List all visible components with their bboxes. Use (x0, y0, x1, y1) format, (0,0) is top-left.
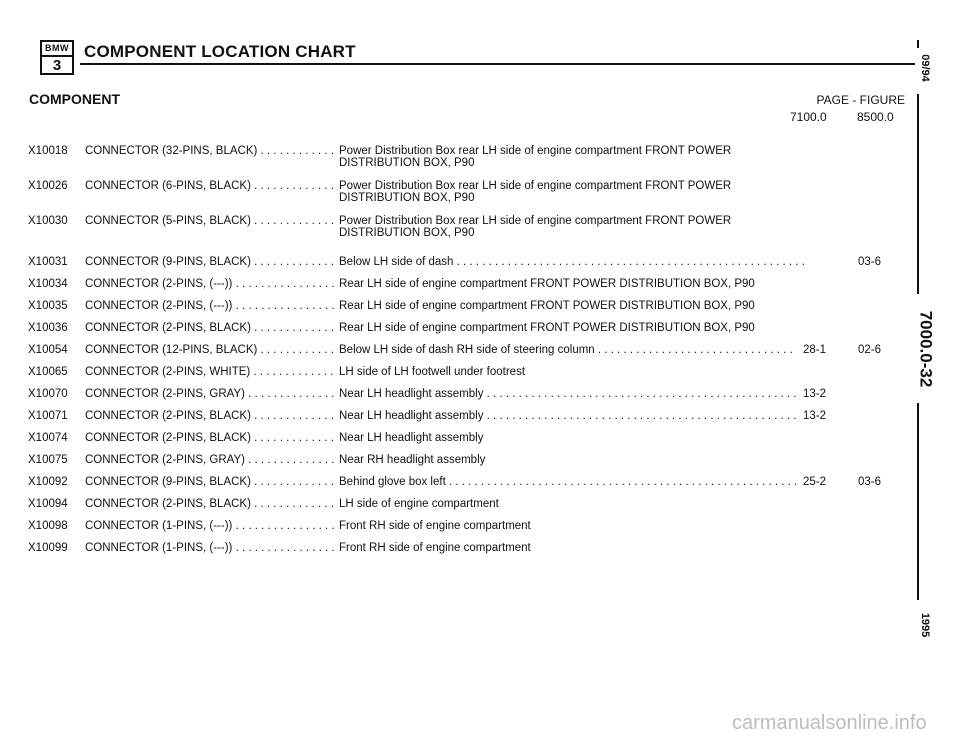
figure-ref: 03-6 (858, 256, 882, 268)
component-id: X10094 (28, 498, 68, 510)
watermark-text: carmanualsonline.info (732, 712, 927, 734)
component-id: X10035 (28, 300, 68, 312)
component-id: X10070 (28, 388, 68, 400)
component-name: CONNECTOR (9-PINS, BLACK) . . . (85, 476, 335, 488)
component-name: CONNECTOR (2-PINS, BLACK) . . . (85, 432, 335, 444)
page-header-value: 7100.0 (790, 110, 827, 124)
component-name: CONNECTOR (2-PINS, GRAY) . . . (85, 454, 335, 466)
component-name: CONNECTOR (1-PINS, (---)) . . . (85, 520, 335, 532)
component-location: Rear LH side of engine compartment FRONT POWER DISTRIBUTION BOX, P90 (339, 300, 784, 312)
page-ref: 25-2 (796, 476, 826, 488)
component-location: Power Distribution Box rear LH side of engine compartment FRONT POWER DISTRIBUTION BOX, P90 (339, 180, 784, 204)
component-location: Front RH side of engine compartment (339, 520, 784, 532)
component-id: X10099 (28, 542, 68, 554)
component-name: CONNECTOR (12-PINS, BLACK) . . . (85, 344, 335, 356)
component-id: X10075 (28, 454, 68, 466)
component-id: X10065 (28, 366, 68, 378)
figure-ref: 03-6 (858, 476, 882, 488)
side-rule (917, 94, 919, 294)
table-row (0, 180, 910, 210)
side-index-bar (905, 40, 945, 680)
component-name: CONNECTOR (2-PINS, BLACK) . . . (85, 410, 335, 422)
page-title: COMPONENT LOCATION CHART (84, 42, 356, 61)
component-location: Below LH side of dash . . . (339, 256, 809, 268)
component-column-header: COMPONENT (29, 91, 120, 107)
page-ref: 13-2 (796, 388, 826, 400)
title-rule (80, 63, 915, 65)
component-name: CONNECTOR (2-PINS, WHITE) . . . (85, 366, 335, 378)
figure-ref: 02-6 (858, 344, 882, 356)
figure-header-value: 8500.0 (857, 110, 894, 124)
component-location: Front RH side of engine compartment (339, 542, 784, 554)
page-figure-header: PAGE - FIGURE (816, 93, 905, 107)
component-location: Behind glove box left . . . (339, 476, 809, 488)
component-name: CONNECTOR (2-PINS, GRAY) . . . (85, 388, 335, 400)
component-id: X10092 (28, 476, 68, 488)
component-location: LH side of LH footwell under footrest (339, 366, 784, 378)
component-location: Near LH headlight assembly . . . (339, 388, 809, 400)
component-name: CONNECTOR (5-PINS, BLACK) . . . (85, 215, 335, 227)
component-location: Below LH side of dash RH side of steering column . . . (339, 344, 809, 356)
component-id: X10030 (28, 215, 68, 227)
component-id: X10036 (28, 322, 68, 334)
component-name: CONNECTOR (1-PINS, (---)) . . . (85, 542, 335, 554)
bmw-logo (40, 40, 74, 75)
component-location: Near LH headlight assembly (339, 432, 784, 444)
component-name: CONNECTOR (6-PINS, BLACK) . . . (85, 180, 335, 192)
component-id: X10031 (28, 256, 68, 268)
page-ref: 13-2 (796, 410, 826, 422)
component-id: X10098 (28, 520, 68, 532)
side-rule (917, 403, 919, 600)
side-page-code: 7000.0-32 (916, 310, 936, 388)
component-name: CONNECTOR (2-PINS, BLACK) . . . (85, 498, 335, 510)
page-ref: 28-1 (796, 344, 826, 356)
table-row (0, 215, 910, 245)
component-location: Rear LH side of engine compartment FRONT POWER DISTRIBUTION BOX, P90 (339, 278, 784, 290)
component-location: Near LH headlight assembly . . . (339, 410, 809, 422)
component-id: X10034 (28, 278, 68, 290)
component-name: CONNECTOR (32-PINS, BLACK) . . . (85, 145, 335, 157)
component-name: CONNECTOR (2-PINS, (---)) . . . (85, 300, 335, 312)
component-id: X10074 (28, 432, 68, 444)
component-location: Rear LH side of engine compartment FRONT POWER DISTRIBUTION BOX, P90 (339, 322, 784, 334)
table-row (0, 145, 910, 175)
component-location: Power Distribution Box rear LH side of engine compartment FRONT POWER DISTRIBUTION BOX, P90 (339, 145, 784, 169)
component-id: X10018 (28, 145, 68, 157)
component-id: X10026 (28, 180, 68, 192)
side-year-label: 1995 (918, 612, 931, 638)
component-id: X10054 (28, 344, 68, 356)
side-date-label: 09/94 (919, 54, 931, 82)
logo-brand-text: BMW (42, 42, 72, 57)
component-name: CONNECTOR (2-PINS, (---)) . . . (85, 278, 335, 290)
component-location: LH side of engine compartment (339, 498, 784, 510)
logo-model-number: 3 (52, 57, 62, 74)
component-name: CONNECTOR (9-PINS, BLACK) . . . (85, 256, 335, 268)
component-id: X10071 (28, 410, 68, 422)
component-location: Near RH headlight assembly (339, 454, 784, 466)
component-location: Power Distribution Box rear LH side of engine compartment FRONT POWER DISTRIBUTION BOX, P90 (339, 215, 784, 239)
component-name: CONNECTOR (2-PINS, BLACK) . . . (85, 322, 335, 334)
table-row (0, 542, 910, 572)
side-rule (917, 40, 919, 48)
